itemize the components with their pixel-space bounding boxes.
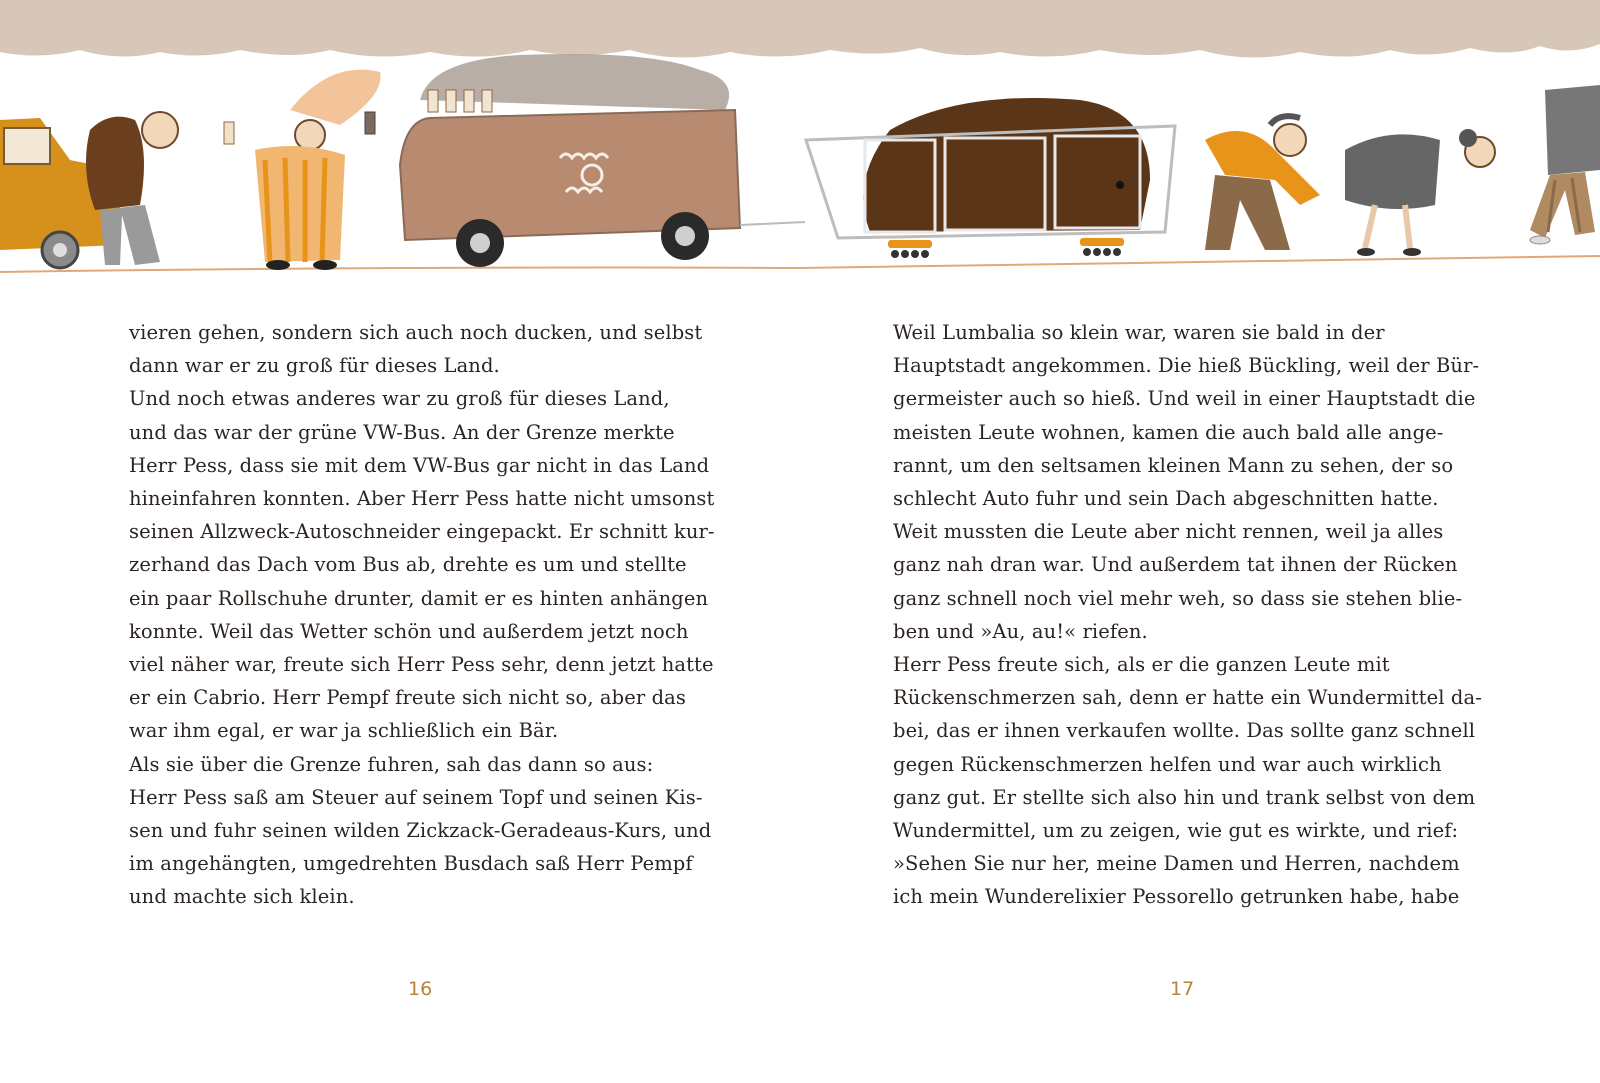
right-page-text bbox=[893, 316, 1493, 914]
text-line: bei, das er ihnen verkaufen wollte. Das sollte ganz schnell bbox=[893, 719, 1476, 743]
header-illustration bbox=[0, 0, 1600, 300]
text-line: »Sehen Sie nur her, meine Damen und Herren, nachdem bbox=[893, 852, 1460, 876]
text-line: ein paar Rollschuhe drunter, damit er es hinten anhängen bbox=[129, 586, 709, 610]
text-line: rannt, um den seltsamen kleinen Mann zu sehen, der so bbox=[893, 453, 1454, 477]
text-line: Herr Pess, dass sie mit dem VW-Bus gar nicht in das Land bbox=[129, 453, 710, 477]
text-line: Weit mussten die Leute aber nicht rennen, weil ja alles bbox=[893, 520, 1444, 544]
text-line: Herr Pess saß am Steuer auf seinem Topf und seinen Kis- bbox=[129, 785, 703, 809]
text-line: gegen Rückenschmerzen helfen und war auch wirklich bbox=[893, 752, 1442, 776]
text-line: war ihm egal, er war ja schließlich ein Bär. bbox=[129, 719, 559, 743]
text-line: ben und »Au, au!« riefen. bbox=[893, 619, 1148, 643]
walking-man bbox=[1530, 85, 1600, 244]
text-line: schlecht Auto fuhr und sein Dach abgeschnitten hatte. bbox=[893, 487, 1439, 511]
text-line: Weil Lumbalia so klein war, waren sie bald in der bbox=[893, 321, 1385, 344]
text-line: Als sie über die Grenze fuhren, sah das dann so aus: bbox=[129, 752, 654, 776]
text-line: dann war er zu groß für dieses Land. bbox=[129, 354, 500, 378]
text-line: Herr Pess freute sich, als er die ganzen Leute mit bbox=[893, 653, 1390, 677]
text-line: ganz schnell noch viel mehr weh, so dass sie stehen blie- bbox=[893, 586, 1463, 610]
left-page-text bbox=[129, 316, 729, 914]
page-number-right: 17 bbox=[1170, 978, 1195, 1000]
text-line: meisten Leute wohnen, kamen die auch bald alle ange- bbox=[893, 420, 1444, 444]
tall-hat-man-with-bottles bbox=[224, 70, 381, 270]
text-line: ich mein Wunderelixier Pessorello getrunken habe, habe bbox=[893, 885, 1460, 909]
text-line: im angehängten, umgedrehten Busdach saß Herr Pempf bbox=[129, 852, 693, 876]
text-line: ganz nah dran war. Und außerdem tat ihnen der Rücken bbox=[893, 553, 1458, 577]
page-number-left: 16 bbox=[408, 978, 433, 1000]
text-line: Hauptstadt angekommen. Die hieß Bückling, weil der Bür- bbox=[893, 354, 1480, 378]
text-line: viel näher war, freute sich Herr Pess sehr, denn jetzt hatte bbox=[129, 653, 714, 677]
text-line: Und noch etwas anderes war zu groß für dieses Land, bbox=[129, 387, 670, 411]
ground-line bbox=[0, 256, 1600, 272]
bent-woman bbox=[1345, 129, 1495, 256]
text-line: Rückenschmerzen sah, denn er hatte ein Wundermittel da- bbox=[893, 686, 1482, 710]
text-line: er ein Cabrio. Herr Pempf freute sich nicht so, aber das bbox=[129, 686, 687, 710]
text-line: Wundermittel, um zu zeigen, wie gut es wirkte, und rief: bbox=[893, 819, 1459, 843]
text-line: und das war der grüne VW-Bus. An der Grenze merkte bbox=[129, 420, 675, 444]
text-line: ganz gut. Er stellte sich also hin und trank selbst von dem bbox=[893, 785, 1476, 809]
text-line: hineinfahren konnten. Aber Herr Pess hatte nicht umsonst bbox=[129, 487, 715, 511]
text-line: und machte sich klein. bbox=[129, 885, 355, 909]
bear-trailer bbox=[806, 98, 1175, 258]
text-line: konnte. Weil das Wetter schön und außerdem jetzt noch bbox=[129, 619, 689, 643]
cloud-band bbox=[0, 0, 1600, 58]
text-line: seinen Allzweck-Autoschneider eingepackt. Er schnitt kur- bbox=[129, 520, 715, 544]
text-line: zerhand das Dach vom Bus ab, drehte es um und stellte bbox=[129, 553, 687, 577]
text-line: germeister auch so hieß. Und weil in einer Hauptstadt die bbox=[893, 387, 1476, 411]
bent-man bbox=[1205, 116, 1320, 250]
text-line: sen und fuhr seinen wilden Zickzack-Geradeaus-Kurs, und bbox=[129, 819, 712, 843]
van-with-junk bbox=[400, 54, 805, 267]
text-line: vieren gehen, sondern sich auch noch ducken, und selbst bbox=[129, 321, 703, 344]
